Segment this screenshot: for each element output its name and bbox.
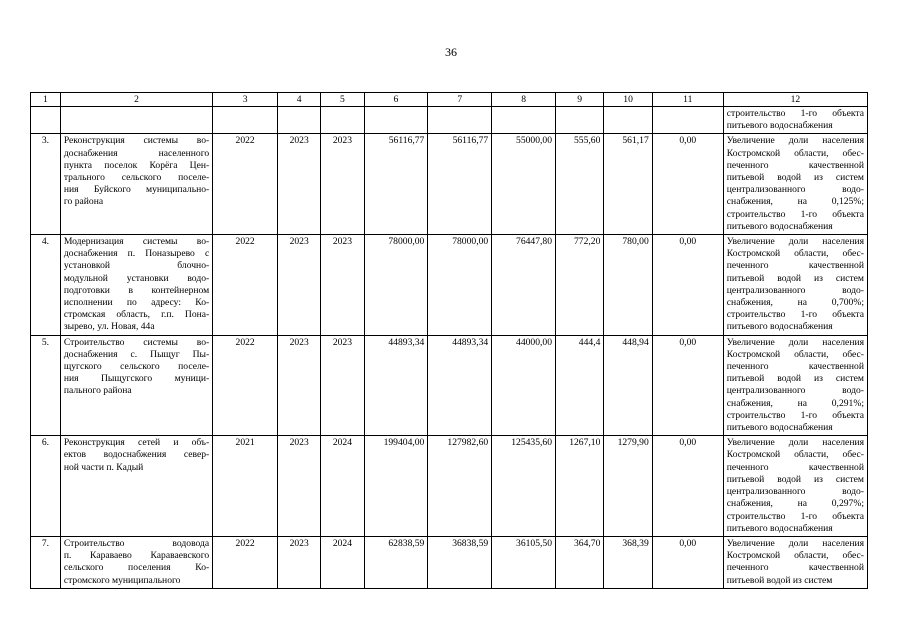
year-col-3: 2022: [213, 134, 278, 235]
table-row: [31, 536, 868, 588]
amount-col-9: 364,70: [556, 536, 604, 588]
expected-result: [723, 536, 867, 588]
name-line: Строительство водовода: [63, 537, 210, 549]
column-header-2: 2: [60, 93, 212, 107]
result-line: печенного качественной: [726, 159, 864, 171]
name-line: доснабжения п. Поназырево с: [63, 248, 210, 260]
result-line: централизованного водо-: [726, 284, 864, 296]
name-line: ния Пыщугского муници-: [63, 373, 210, 385]
result-line: Увеличение доли населения: [726, 236, 864, 248]
year-col-4: 2023: [278, 536, 321, 588]
amount-col-9: 444,4: [556, 335, 604, 436]
year-col-3: 2022: [213, 536, 278, 588]
amount-col-10: 448,94: [604, 335, 652, 436]
amount-col-11: 0,00: [652, 536, 723, 588]
row-number: 3.: [31, 134, 61, 235]
result-line: строительство 1-го объекта: [726, 309, 864, 321]
result-line: питьевой водой из систем: [726, 172, 864, 184]
object-name: [60, 134, 212, 235]
result-line: централизованного водо-: [726, 385, 864, 397]
name-line: ния Буйского муниципально-: [63, 184, 210, 196]
amount-col-8: 36105,50: [492, 536, 556, 588]
table-row: [31, 335, 868, 436]
result-line: Костромской области, обес-: [726, 348, 864, 360]
result-line: Увеличение доли населения: [726, 537, 864, 549]
amount-col-6: 199404,00: [364, 436, 428, 537]
expected-result: [723, 235, 867, 336]
amount-col-7: 127982,60: [428, 436, 492, 537]
amount-col-7: 78000,00: [428, 235, 492, 336]
amount-col-9: 1267,10: [556, 436, 604, 537]
result-line: централизованного водо-: [726, 184, 864, 196]
expected-result: [723, 335, 867, 436]
row-number: 6.: [31, 436, 61, 537]
name-line: пального района: [63, 385, 132, 397]
amount-col-11: 0,00: [652, 235, 723, 336]
name-line: го района: [63, 196, 104, 208]
result-line: снабжения, на 0,291%;: [726, 397, 864, 409]
result-line: Костромской области, обес-: [726, 449, 864, 461]
result-line: питьевого водоснабжения: [726, 321, 833, 333]
expected-result: [723, 134, 867, 235]
result-line: снабжения, на 0,700%;: [726, 297, 864, 309]
amount-col-7: 56116,77: [428, 134, 492, 235]
year-col-5: 2023: [321, 335, 364, 436]
result-line: питьевой водой из систем: [726, 373, 864, 385]
column-header-1: 1: [31, 93, 61, 107]
name-line: зырево, ул. Новая, 44а: [63, 321, 155, 333]
result-line: питьевого водоснабжения: [726, 120, 833, 132]
result-line: печенного качественной: [726, 361, 864, 373]
year-col-3: 2021: [213, 436, 278, 537]
amount-col-6: 78000,00: [364, 235, 428, 336]
column-header-10: 10: [604, 93, 652, 107]
column-header-3: 3: [213, 93, 278, 107]
amount-col-11: 0,00: [652, 335, 723, 436]
name-line: щугского сельского поселе-: [63, 361, 210, 373]
result-line: строительство 1-го объекта: [726, 510, 864, 522]
name-line: стромского муниципального: [63, 574, 181, 586]
name-line: Модернизация системы во-: [63, 236, 210, 248]
amount-col-9: 555,60: [556, 134, 604, 235]
result-line: питьевой водой из систем: [726, 473, 864, 485]
amount-col-8: 125435,60: [492, 436, 556, 537]
name-line: трального сельского поселе-: [63, 172, 210, 184]
page-number: 36: [445, 45, 457, 59]
result-line: снабжения, на 0,297%;: [726, 498, 864, 510]
name-line: исполнении по адресу: Ко-: [63, 297, 210, 309]
result-line: строительство 1-го объекта: [726, 208, 864, 220]
year-col-5: 2024: [321, 436, 364, 537]
name-line: подготовки в контейнерном: [63, 284, 210, 296]
table-row: [31, 235, 868, 336]
table-row: [31, 436, 868, 537]
object-name: [60, 536, 212, 588]
name-line: Реконструкция системы во-: [63, 135, 210, 147]
name-line: п. Караваево Караваевского: [63, 550, 210, 562]
column-header-5: 5: [321, 93, 364, 107]
column-header-7: 7: [428, 93, 492, 107]
name-line: ной части п. Кадый: [63, 461, 144, 473]
year-col-4: 2023: [278, 436, 321, 537]
year-col-4: 2023: [278, 134, 321, 235]
amount-col-7: 36838,59: [428, 536, 492, 588]
result-line: централизованного водо-: [726, 486, 864, 498]
amount-col-7: 44893,34: [428, 335, 492, 436]
continuation-result: [723, 107, 867, 134]
result-line: Костромской области, обес-: [726, 147, 864, 159]
column-header-6: 6: [364, 93, 428, 107]
program-table: [30, 92, 868, 589]
year-col-5: 2024: [321, 536, 364, 588]
amount-col-8: 55000,00: [492, 134, 556, 235]
result-line: Увеличение доли населения: [726, 437, 864, 449]
name-line: ектов водоснабжения север-: [63, 449, 210, 461]
name-line: Реконструкция сетей и объ-: [63, 437, 210, 449]
amount-col-6: 56116,77: [364, 134, 428, 235]
result-line: снабжения, на 0,125%;: [726, 196, 864, 208]
column-header-8: 8: [492, 93, 556, 107]
result-line: Увеличение доли населения: [726, 336, 864, 348]
row-number: 5.: [31, 335, 61, 436]
name-line: установкой блочно-: [63, 260, 210, 272]
year-col-3: 2022: [213, 335, 278, 436]
table-row: [31, 134, 868, 235]
name-line: доснабжения населенного: [63, 147, 210, 159]
result-line: Костромской области, обес-: [726, 550, 864, 562]
result-line: печенного качественной: [726, 562, 864, 574]
amount-col-6: 44893,34: [364, 335, 428, 436]
amount-col-6: 62838,59: [364, 536, 428, 588]
amount-col-10: 368,39: [604, 536, 652, 588]
result-line: Увеличение доли населения: [726, 135, 864, 147]
year-col-4: 2023: [278, 235, 321, 336]
result-line: Костромской области, обес-: [726, 248, 864, 260]
result-line: печенного качественной: [726, 260, 864, 272]
result-line: питьевой водой из систем: [726, 272, 864, 284]
result-line: питьевого водоснабжения: [726, 522, 833, 534]
result-line: печенного качественной: [726, 461, 864, 473]
result-line: питьевого водоснабжения: [726, 422, 833, 434]
amount-col-11: 0,00: [652, 134, 723, 235]
row-number: 7.: [31, 536, 61, 588]
name-line: модульной установки водо-: [63, 272, 210, 284]
year-col-5: 2023: [321, 235, 364, 336]
year-col-5: 2023: [321, 134, 364, 235]
object-name: [60, 436, 212, 537]
column-header-9: 9: [556, 93, 604, 107]
row-number: 4.: [31, 235, 61, 336]
amount-col-10: 561,17: [604, 134, 652, 235]
result-line: строительство 1-го объекта: [726, 409, 864, 421]
amount-col-10: 780,00: [604, 235, 652, 336]
amount-col-8: 76447,80: [492, 235, 556, 336]
amount-col-11: 0,00: [652, 436, 723, 537]
result-line: питьевой водой из систем: [726, 574, 833, 586]
object-name: [60, 335, 212, 436]
year-col-3: 2022: [213, 235, 278, 336]
name-line: пункта поселок Корёга Цен-: [63, 159, 210, 171]
object-name: [60, 235, 212, 336]
result-line: строительство 1-го объекта: [726, 108, 864, 119]
name-line: Строительство системы во-: [63, 336, 210, 348]
result-line: питьевого водоснабжения: [726, 220, 833, 232]
name-line: доснабжения с. Пыщуг Пы-: [63, 348, 210, 360]
year-col-4: 2023: [278, 335, 321, 436]
name-line: сельского поселения Ко-: [63, 562, 210, 574]
amount-col-10: 1279,90: [604, 436, 652, 537]
continuation-row: [31, 107, 868, 134]
amount-col-9: 772,20: [556, 235, 604, 336]
column-header-4: 4: [278, 93, 321, 107]
name-line: стромская область, г.п. Пона-: [63, 309, 210, 321]
amount-col-8: 44000,00: [492, 335, 556, 436]
expected-result: [723, 436, 867, 537]
column-header-11: 11: [652, 93, 723, 107]
table-body: [31, 107, 868, 589]
column-header-12: 12: [723, 93, 867, 107]
header-row: [31, 93, 868, 107]
